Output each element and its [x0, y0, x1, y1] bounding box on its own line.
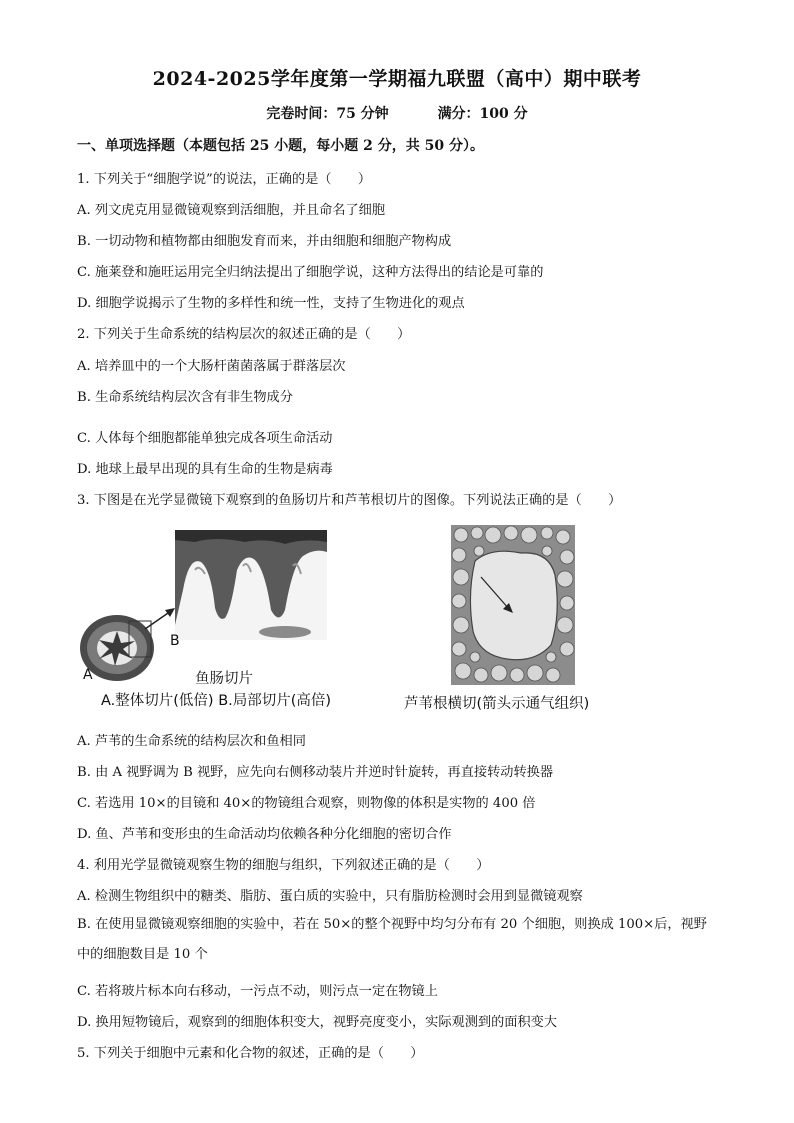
q1-option-b: B. 一切动物和植物都由细胞发育而来，并由细胞和细胞产物构成	[77, 234, 452, 249]
q2-option-c: C. 人体每个细胞都能单独完成各项生命活动	[77, 431, 333, 446]
fish-caption: 鱼肠切片	[195, 671, 253, 687]
q4-option-b: B. 在使用显微镜观察细胞的实验中，若在 50×的整个视野中均匀分布有 20 个细胞，则换成 100×后，视野中的细胞数目是 10 个	[77, 917, 707, 962]
q1-option-a: A. 列文虎克用显微镜观察到活细胞，并且命名了细胞	[77, 203, 386, 218]
reed-root-section-image	[451, 525, 575, 685]
q3-option-d: D. 鱼、芦苇和变形虫的生命活动均依赖各种分化细胞的密切合作	[77, 827, 452, 842]
q1-option-c: C. 施莱登和施旺运用完全归纳法提出了细胞学说，这种方法得出的结论是可靠的	[77, 265, 544, 280]
q2-option-b: B. 生命系统结构层次含有非生物成分	[77, 390, 293, 405]
figure-label-a: A	[83, 667, 93, 683]
q3-figure	[77, 525, 637, 720]
section-heading: 一、单项选择题（本题包括 25 小题，每小题 2 分，共 50 分）。	[77, 138, 484, 154]
magnify-arrow-icon	[143, 605, 177, 633]
fish-local-section-image	[175, 530, 327, 640]
q1-stem: 1. 下列关于“细胞学说”的说法，正确的是（ ）	[77, 172, 372, 187]
q4-option-d: D. 换用短物镜后，观察到的细胞体积变大，视野亮度变小，实际观测到的面积变大	[77, 1015, 558, 1030]
exam-info	[0, 103, 794, 123]
exam-title: 2024-2025学年度第一学期福九联盟（高中）期中联考	[152, 68, 642, 90]
q4-option-a: A. 检测生物组织中的糖类、脂肪、蛋白质的实验中，只有脂肪检测时会用到显微镜观察	[77, 889, 583, 904]
q3-option-c: C. 若选用 10×的目镜和 40×的物镜组合观察，则物像的体积是实物的 400 倍	[77, 796, 536, 811]
figure-label-b: B	[170, 633, 180, 649]
q2-option-d: D. 地球上最早出现的具有生命的生物是病毒	[77, 462, 333, 477]
q4-option-c: C. 若将玻片标本向右移动，一污点不动，则污点一定在物镜上	[77, 984, 438, 999]
reed-caption: 芦苇根横切(箭头示通气组织)	[404, 696, 590, 712]
q2-stem: 2. 下列关于生命系统的结构层次的叙述正确的是（ ）	[77, 327, 411, 342]
q3-option-a: A. 芦苇的生命系统的结构层次和鱼相同	[77, 734, 306, 749]
q1-option-d: D. 细胞学说揭示了生物的多样性和统一性，支持了生物进化的观点	[77, 296, 465, 311]
exam-score: 满分：100 分	[437, 106, 528, 122]
q4-stem: 4. 利用光学显微镜观察生物的细胞与组织，下列叙述正确的是（ ）	[77, 858, 490, 873]
q3-stem: 3. 下图是在光学显微镜下观察到的鱼肠切片和芦苇根切片的图像。下列说法正确的是（ ）	[77, 493, 622, 508]
fish-caption-sub: A.整体切片(低倍) B.局部切片(高倍)	[101, 693, 332, 709]
q5-stem: 5. 下列关于细胞中元素和化合物的叙述，正确的是（ ）	[77, 1046, 424, 1061]
exam-time: 完卷时间：75 分钟	[266, 106, 389, 122]
q2-option-a: A. 培养皿中的一个大肠杆菌菌落属于群落层次	[77, 359, 346, 374]
q3-option-b: B. 由 A 视野调为 B 视野，应先向右侧移动装片并逆时针旋转，再直接转动转换器	[77, 765, 554, 780]
